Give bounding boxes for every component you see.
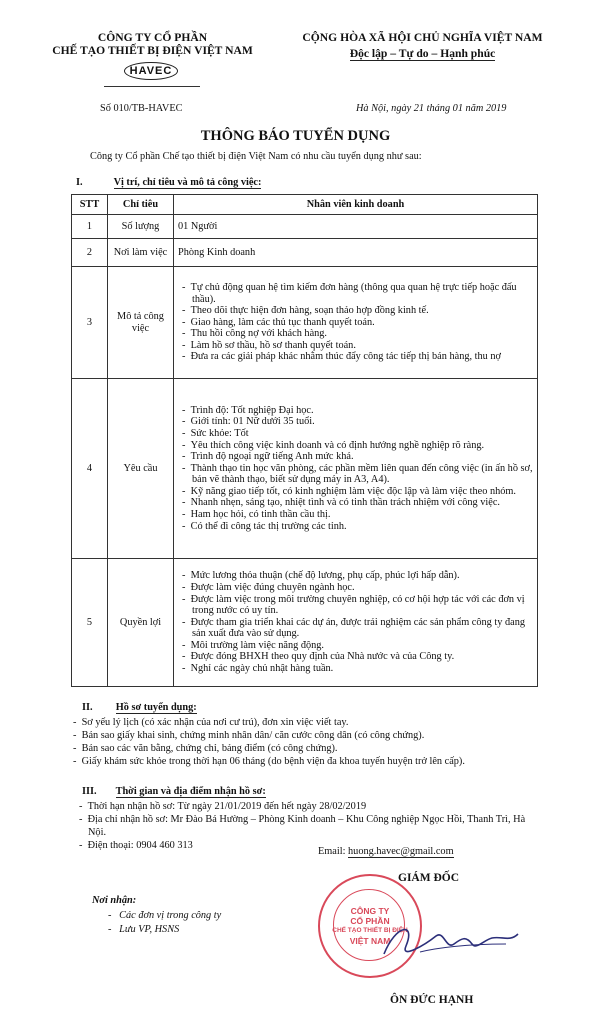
list-item: - Trình độ ngoại ngữ tiếng Anh mức khá. — [178, 451, 533, 463]
list-item: - Ham học hỏi, có tinh thần cầu thị. — [178, 509, 533, 521]
section1-title: Vị trí, chỉ tiêu và mô tả công việc: — [113, 177, 262, 188]
list-item: - Kỹ năng giao tiếp tốt, có kinh nghiệm làm việc độc lập và làm việc theo nhóm. — [178, 486, 533, 498]
list-item: - Thành thạo tin học văn phòng, các phần mềm liên quan đến công việc (in ấn hồ sơ, bản vẽ thành thạo, biết sử dụng máy in A3, A4). — [178, 463, 533, 486]
company-logo: HAVEC — [124, 62, 178, 80]
table-row — [72, 559, 538, 687]
header-position: Nhân viên kinh doanh — [174, 195, 538, 215]
row-stt: 1 — [72, 215, 108, 239]
list-item: - Theo dõi thực hiện đơn hàng, soạn thảo hợp đồng kinh tế. — [178, 305, 533, 317]
motto: Độc lập – Tự do – Hạnh phúc — [349, 47, 496, 60]
list-item: - Tự chủ động quan hệ tìm kiếm đơn hàng (thông qua quan hệ trực tiếp hoặc đấu thầu). — [178, 282, 533, 305]
table-row — [72, 379, 538, 559]
table-row — [72, 239, 538, 267]
row-value: Phòng Kinh doanh — [174, 239, 538, 267]
list-item: - Được làm việc đúng chuyên ngành học. — [178, 582, 533, 594]
row-stt: 2 — [72, 239, 108, 267]
row-label: Quyền lợi — [108, 559, 174, 687]
list-item: - Sơ yếu lý lịch (có xác nhận của nơi cư trú), đơn xin việc viết tay. — [70, 716, 540, 729]
document-number: Số 010/TB-HAVEC — [100, 103, 183, 114]
stamp-text-line4: VIỆT NAM — [349, 936, 391, 946]
list-item: - Yêu thích công việc kinh doanh và có định hướng nghề nghiệp rõ ràng. — [178, 440, 533, 452]
director-name: ÔN ĐỨC HẠNH — [390, 994, 474, 1006]
list-item: - Nghỉ các ngày chủ nhật hàng tuần. — [178, 663, 533, 675]
table-header-row — [72, 195, 538, 215]
list-item: - Thời hạn nhận hồ sơ: Từ ngày 21/01/2019 đến hết ngày 28/02/2019 — [76, 800, 538, 813]
list-item: - Trình độ: Tốt nghiệp Đại học. — [178, 405, 533, 417]
header-stt: STT — [72, 195, 108, 215]
list-item: - Giao hàng, làm các thủ tục thanh quyết toán. — [178, 317, 533, 329]
list-item: - Sức khỏe: Tốt — [178, 428, 533, 440]
recipient-text: Lưu VP, HSNS — [119, 924, 180, 935]
table-row — [72, 215, 538, 239]
row-label: Yêu cầu — [108, 379, 174, 559]
recipient-text: Các đơn vị trong công ty — [119, 910, 222, 921]
row-stt: 3 — [72, 267, 108, 379]
recipient-item: - Lưu VP, HSNS — [108, 924, 180, 935]
submission-list — [76, 800, 538, 852]
director-title: GIÁM ĐỐC — [398, 872, 460, 884]
document-title: THÔNG BÁO TUYỂN DỤNG — [200, 128, 391, 144]
header-divider — [104, 86, 200, 87]
row-label: Số lượng — [108, 215, 174, 239]
list-item: - Giấy khám sức khỏe trong thời hạn 06 tháng (do bệnh viện đa khoa tuyến huyện trở lên cấp). — [70, 755, 540, 768]
row-list-cell — [174, 559, 538, 687]
recipients-title: Nơi nhận: — [92, 895, 137, 906]
row-list-cell — [174, 379, 538, 559]
email-label: Email: — [318, 846, 346, 857]
list-item: - Môi trường làm việc năng động. — [178, 640, 533, 652]
section2-title: Hồ sơ tuyển dụng: — [115, 702, 197, 713]
row-label: Mô tả công việc — [108, 267, 174, 379]
row-stt: 5 — [72, 559, 108, 687]
list-item: - Điện thoại: 0904 460 313 — [76, 839, 538, 852]
section3-heading — [82, 785, 266, 798]
list-item: - Địa chỉ nhận hồ sơ: Mr Đào Bá Hường – Phòng Kinh doanh – Khu Công nghiệp Ngọc Hồi, Thanh Trì, Hà Nội. — [76, 813, 538, 839]
row-stt: 4 — [72, 379, 108, 559]
list-item: - Được tham gia triển khai các dự án, được trải nghiệm các sản phẩm công ty đang sản xuất đưa vào sử dụng. — [178, 617, 533, 640]
signature-icon — [376, 914, 526, 974]
stamp-text-line2: CỔ PHẦN — [350, 916, 390, 926]
list-item: - Mức lương thỏa thuận (chế độ lương, phụ cấp, phúc lợi hấp dẫn). — [178, 570, 533, 582]
stamp-text-line3: CHẾ TẠO THIẾT BỊ ĐIỆN — [332, 927, 408, 934]
republic-heading: CỘNG HÒA XÃ HỘI CHỦ NGHĨA VIỆT NAM — [302, 31, 543, 44]
row-value: 01 Người — [174, 215, 538, 239]
email-link[interactable]: huong.havec@gmail.com — [348, 846, 454, 857]
row-label: Nơi làm việc — [108, 239, 174, 267]
header-criteria: Chỉ tiêu — [108, 195, 174, 215]
table-row — [72, 267, 538, 379]
list-item: - Bản sao giấy khai sinh, chứng minh nhân dân/ căn cước công dân (có công chứng). — [70, 729, 540, 742]
section2-number: II. — [82, 702, 93, 713]
section3-title: Thời gian và địa điểm nhận hồ sơ: — [115, 786, 266, 797]
list-item: - Bản sao các văn bằng, chứng chỉ, bảng điểm (có công chứng). — [70, 742, 540, 755]
row-list-cell — [174, 267, 538, 379]
list-item: - Được đóng BHXH theo quy định của Nhà nước và của Công ty. — [178, 651, 533, 663]
company-name-line2: CHẾ TẠO THIẾT BỊ ĐIỆN VIỆT NAM — [52, 44, 253, 57]
section1-heading — [76, 176, 261, 189]
list-item: - Giới tính: 01 Nữ dưới 35 tuổi. — [178, 416, 533, 428]
list-item: - Thu hồi công nợ với khách hàng. — [178, 328, 533, 340]
company-name-line1: CÔNG TY CỔ PHẦN — [97, 31, 208, 44]
recipient-item: - Các đơn vị trong công ty — [108, 910, 222, 921]
intro-text: Công ty Cổ phần Chế tạo thiết bị điện Việt Nam có nhu cầu tuyển dụng như sau: — [90, 151, 422, 162]
document-date: Hà Nội, ngày 21 tháng 01 năm 2019 — [356, 103, 507, 114]
documents-list — [70, 716, 540, 768]
email-line — [318, 845, 454, 858]
list-item: - Được làm việc trong môi trường chuyên nghiệp, có cơ hội hợp tác với các đơn vị trong nước có uy tín. — [178, 594, 533, 617]
list-item: - Đưa ra các giải pháp khác nhằm thúc đẩy công tác tiếp thị bán hàng, thu nợ — [178, 351, 533, 363]
stamp-text-line1: CÔNG TY — [350, 906, 390, 916]
section1-number: I. — [76, 177, 83, 188]
section3-number: III. — [82, 786, 97, 797]
list-item: - Làm hồ sơ thầu, hồ sơ thanh quyết toán. — [178, 340, 533, 352]
section2-heading — [82, 701, 197, 714]
motto-wrap — [285, 44, 560, 62]
list-item: - Nhanh nhẹn, sáng tạo, nhiệt tình và có tinh thần trách nhiệm với công việc. — [178, 497, 533, 509]
job-table — [71, 194, 538, 687]
list-item: - Có thể đi công tác thị trường các tỉnh. — [178, 521, 533, 533]
